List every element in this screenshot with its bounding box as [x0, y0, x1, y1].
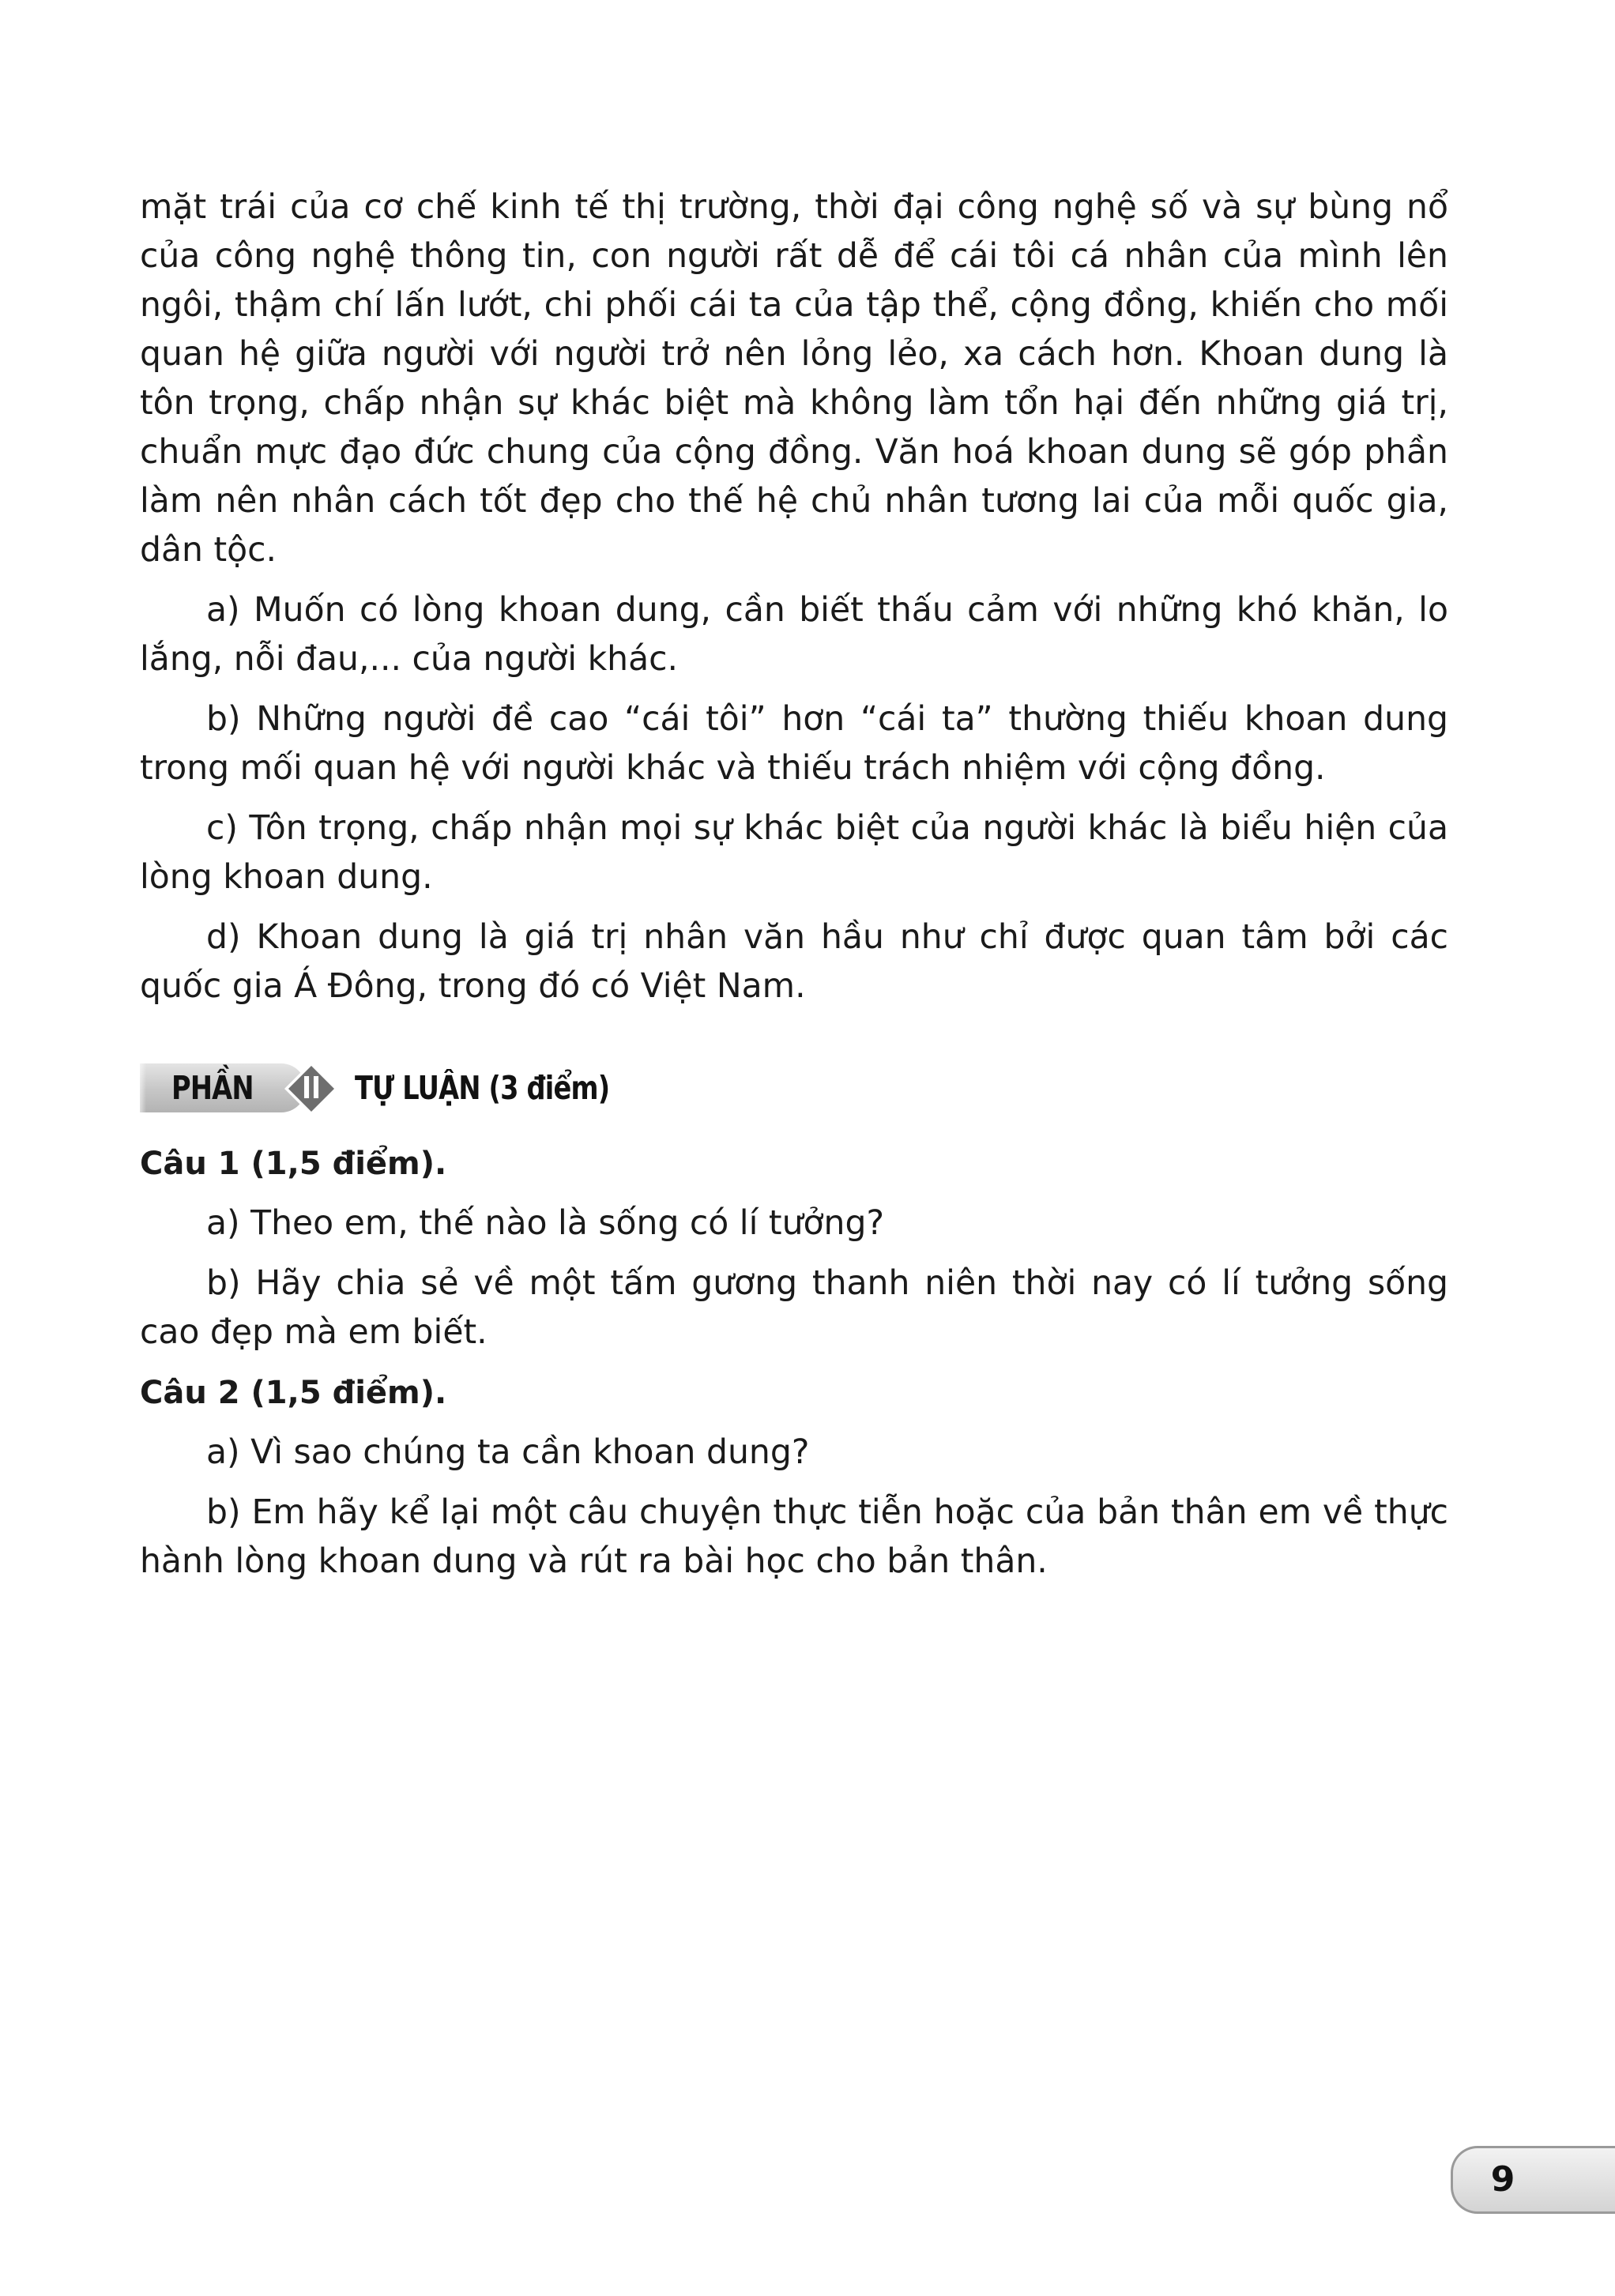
intro-paragraph: mặt trái của cơ chế kinh tế thị trường, thời đại công nghệ số và sự bùng nổ của công nghệ thông tin, con người rất dễ để cái tôi cá nhân của mình lên ngôi, thậm chí lấn lướt, chi phối cái ta của tập thể, cộng đồng, khiến cho mối quan hệ giữa người với người trở nên lỏng lẻo, xa cách hơn. Khoan dung là tôn trọng, chấp nhận sự khác biệt mà không làm tổn hại đến những giá trị, chuẩn mực đạo đức chung của cộng đồng. Văn hoá khoan dung sẽ góp phần làm nên nhân cách tốt đẹp cho thế hệ chủ nhân tương lai của mỗi quốc gia, dân tộc. [140, 188, 1448, 570]
question-1-title: Câu 1 (1,5 điểm). [140, 1146, 447, 1182]
section-word: PHẦN [171, 1069, 254, 1107]
statement-d: d) Khoan dung là giá trị nhân văn hầu như chỉ được quan tâm bởi các quốc gia Á Đông, trong đó có Việt Nam. [140, 918, 1448, 1006]
statement-c: c) Tôn trọng, chấp nhận mọi sự khác biệt của người khác là biểu hiện của lòng khoan dung. [140, 809, 1448, 897]
section-number: II [301, 1071, 322, 1105]
page-number-tab [1451, 2146, 1615, 2214]
question-2-part-b: b) Em hãy kể lại một câu chuyện thực tiễn hoặc của bản thân em về thực hành lòng khoan dung và rút ra bài học cho bản thân. [140, 1493, 1448, 1581]
page-number: 9 [1490, 2159, 1515, 2200]
question-2-title: Câu 2 (1,5 điểm). [140, 1375, 447, 1411]
question-1-part-a: a) Theo em, thế nào là sống có lí tưởng? [206, 1204, 885, 1243]
question-2-part-a: a) Vì sao chúng ta cần khoan dung? [206, 1433, 810, 1472]
section-title: TỰ LUẬN (3 điểm) [355, 1069, 610, 1107]
statement-b: b) Những người đề cao “cái tôi” hơn “cái ta” thường thiếu khoan dung trong mối quan hệ với người khác và thiếu trách nhiệm với cộng đồng. [140, 700, 1448, 788]
page-content [140, 183, 1448, 1586]
section-header [140, 1057, 1448, 1124]
question-1-part-b: b) Hãy chia sẻ về một tấm gương thanh niên thời nay có lí tưởng sống cao đẹp mà em biết. [140, 1264, 1448, 1352]
statement-a: a) Muốn có lòng khoan dung, cần biết thấu cảm với những khó khăn, lo lắng, nỗi đau,... của người khác. [140, 591, 1448, 679]
